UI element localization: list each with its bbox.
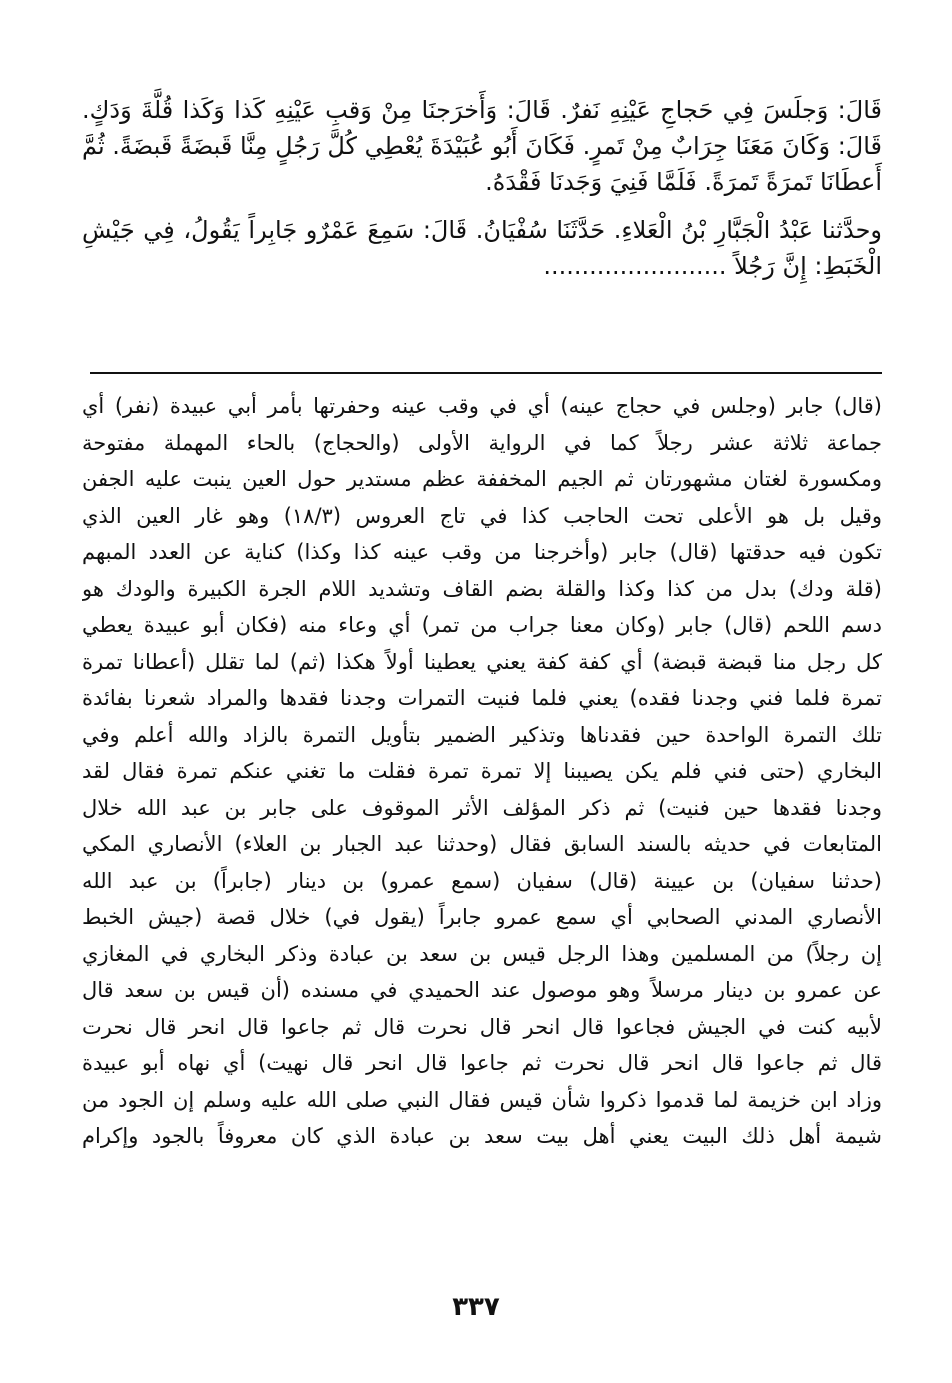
commentary-line: عن عمرو بن دينار مرسلاً وهو موصول عند الحميدي في مسنده (أن قيس بن سعد قال: [82, 978, 882, 1002]
commentary-line: إن رجلاً) من المسلمين وهذا الرجل قيس بن سعد بن عبادة وذكر البخاري في المغازي: [82, 941, 882, 966]
commentary-line: (حدثنا سفيان) بن عيينة (قال) سفيان (سمع عمرو) بن دينار (جابراً) بن عبد الله: [82, 868, 882, 893]
commentary-line: وزاد ابن خزيمة لما قدموا ذكروا شأن قيس فقال النبي صلى الله عليه وسلم إن الجود من: [82, 1087, 882, 1112]
commentary-line: البخاري (حتى فني فلم يكن يصيبنا إلا تمرة تمرة فقلت ما تغني عنكم تمرة فقال لقد: [82, 759, 882, 783]
page-number: ٣٣٧: [452, 1292, 500, 1322]
commentary-line: كل رجل منا قبضة قبضة) أي كفة كفة يعني يعطينا أولاً هكذا (ثم) لما تقلل (أعطانا تمرة: [82, 649, 882, 674]
commentary-line: المتابعات في حديثه بالسند السابق فقال (وحدثنا عبد الجبار بن العلاء) الأنصاري المكي: [82, 832, 882, 856]
commentary-line: تلك التمرة الواحدة حين فقدناها وتذكير الضمير بتأويل التمرة بالزاد والله أعلم وفي: [82, 722, 882, 747]
commentary-line: وقيل بل هو الأعلى تحت الحاجب كذا في تاج العروس (١٨/٣) وهو غار العين الذي: [82, 503, 882, 528]
commentary-line: (قال) جابر (وجلس في حجاج عينه) أي في وقب عينه وحفرتها بأمر أبي عبيدة (نفر) أي: [82, 394, 882, 418]
hadith-text: [82, 92, 882, 298]
separator-rule: [90, 372, 882, 374]
commentary-line: لأبيه كنت في الجيش فجاعوا قال انحر قال نحرت قال ثم جاعوا قال انحر قال نحرت: [82, 1014, 882, 1039]
commentary-line: وجدنا فقدها حين فنيت) ثم ذكر المؤلف الأثر الموقوف على جابر بن عبد الله خلال: [82, 795, 882, 820]
commentary-line: ومكسورة لغتان مشهورتان ثم الجيم المخففة عظم مستدير حول العين ينبت عليه الجفن: [82, 467, 882, 491]
commentary-line: شيمة أهل ذلك البيت يعني أهل بيت سعد بن عبادة الذي كان معروفاً بالجود وإكرام: [82, 1124, 882, 1148]
commentary-line: جماعة ثلاثة عشر رجلاً كما في الرواية الأولى (والحجاج) بالحاء المهملة مفتوحة: [82, 430, 882, 455]
commentary-line: تكون فيه حدقتها (قال) جابر (وأخرجنا من وقب عينه كذا وكذا) كناية عن العدد المبهم: [82, 540, 882, 564]
commentary-text: [82, 388, 882, 1155]
hadith-paragraph: قَالَ: وَجلَسَ فِي حَجاجِ عَيْنِهِ نَفرٌ. قَالَ: وَأَخرَجنَا مِنْ وَقبِ عَيْنِهِ كَذا وَكَذا قُلَّةَ وَدَكٍ. قَالَ: وَكَانَ مَعَنَا جِرَابٌ مِنْ تَمرٍ. فَكَانَ أَبُو عُبَيْدَةَ يُعْطِي كُلَّ رَجُلٍ مِنَّا قَبضَةً قَبضَةً. ثُمَّ أَعطَانَا تَمرَةً تَمرَةً. فَلَمَّا فَنِيَ وَجَدنَا فَقْدَهُ.: [82, 96, 882, 196]
commentary-line: تمرة فلما فني وجدنا فقده) يعني فلما فنيت التمرات وجدنا فقدها والمراد شعرنا بفائدة: [82, 686, 882, 710]
hadith-paragraph: وحدَّثنا عَبْدُ الْجَبَّارِ بْنُ الْعَلاءِ. حَدَّثَنَا سُفْيَانُ. قَالَ: سَمِعَ عَمْرٌو جَابِراً يَقُولُ، فِي جَيْشِ الْخَبَطِ: إِنَّ رَجُلاً ........................: [82, 216, 882, 280]
commentary-line: (قلة ودك) بدل من كذا وكذا والقلة بضم القاف وتشديد اللام الجرة الكبيرة والودك هو: [82, 576, 882, 601]
commentary-line: الأنصاري المدني الصحابي أي سمع عمرو جابراً (يقول في) خلال قصة (جيش الخبط: [82, 905, 882, 929]
commentary-line: دسم اللحم (قال) جابر (وكان معنا جراب من تمر) أي وعاء منه (فكان أبو عبيدة يعطي: [82, 613, 882, 637]
commentary-line: قال ثم جاعوا قال انحر قال نحرت ثم جاعوا قال انحر قال نهيت) أي نهاه أبو عبيدة: [82, 1051, 882, 1075]
